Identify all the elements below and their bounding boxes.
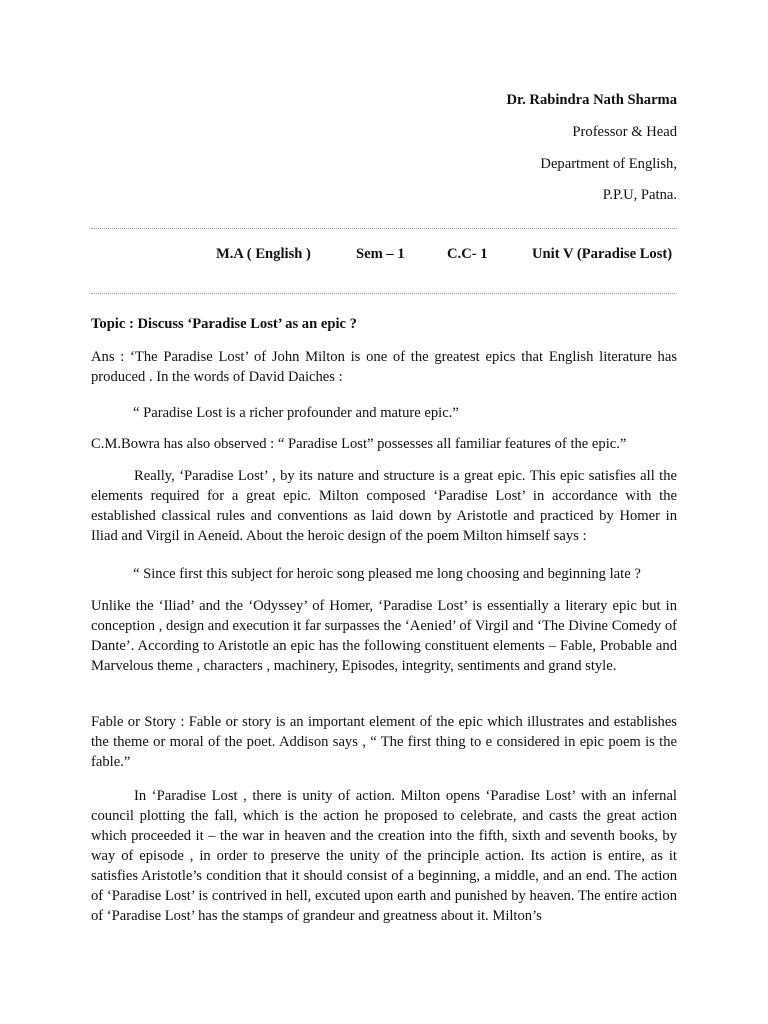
- dotted-divider-top: [91, 228, 677, 231]
- literary-epic-paragraph: Unlike the ‘Iliad’ and the ‘Odyssey’ of Homer, ‘Paradise Lost’ is essentially a literary epic but in conception , design and execution it far surpasses the ‘Aenied’ of Virgil and ‘The Divine Comedy of Dante’. According to Aristotle an epic has the following constituent elements – Fable, Probable and Marvelous theme , characters , machinery, Episodes, integrity, sentiments and grand style.: [91, 598, 677, 674]
- author-title: Professor & Head: [572, 124, 677, 140]
- author-name: Dr. Rabindra Nath Sharma: [506, 92, 677, 108]
- unity-of-action-paragraph: In ‘Paradise Lost , there is unity of action. Milton opens ‘Paradise Lost’ with an infernal council plotting the fall, which is the action he proposed to celebrate, and casts the great action which proceeded it – the war in heaven and the creation into the fifth, sixth and seventh books, by way of episode , in order to preserve the unity of the principle action. Its action is entire, as it satisfies Aristotle’s condition that it should consist of a beginning, a middle, and an end. The action of ‘Paradise Lost’ is contrived in hell, excuted upon earth and punished by heaven. The entire action of ‘Paradise Lost’ has the stamps of grandeur and greatness about it. Milton’s: [91, 788, 677, 924]
- answer-paragraph: Ans : ‘The Paradise Lost’ of John Milton is one of the greatest epics that English literature has produced . In the words of David Daiches :: [91, 349, 677, 385]
- dotted-divider-bottom: [91, 293, 677, 296]
- daiches-quote: “ Paradise Lost is a richer profounder and mature epic.”: [133, 405, 459, 421]
- course-paper: C.C- 1: [447, 246, 488, 262]
- milton-quote: “ Since first this subject for heroic song pleased me long choosing and beginning late ?: [133, 566, 641, 582]
- author-department: Department of English,: [540, 156, 677, 172]
- epic-nature-paragraph: Really, ‘Paradise Lost’ , by its nature and structure is a great epic. This epic satisfies all the elements required for a great epic. Milton composed ‘Paradise Lost’ in accordance with the established classical rules and conventions as laid down by Aristotle and practiced by Homer in Iliad and Virgil in Aeneid. About the heroic design of the poem Milton himself says :: [91, 468, 677, 544]
- course-programme: M.A ( English ): [216, 246, 311, 262]
- fable-paragraph: Fable or Story : Fable or story is an important element of the epic which illustrates and establishes the theme or moral of the poet. Addison says , “ The first thing to e considered in epic poem is the fable.”: [91, 714, 677, 770]
- course-semester: Sem – 1: [356, 246, 405, 262]
- course-unit: Unit V (Paradise Lost): [532, 246, 673, 262]
- topic-heading: Topic : Discuss ‘Paradise Lost’ as an epic ?: [91, 316, 357, 332]
- bowra-paragraph: C.M.Bowra has also observed : “ Paradise Lost” possesses all familiar features of the epic.”: [91, 436, 627, 452]
- author-place: P.P.U, Patna.: [602, 187, 677, 203]
